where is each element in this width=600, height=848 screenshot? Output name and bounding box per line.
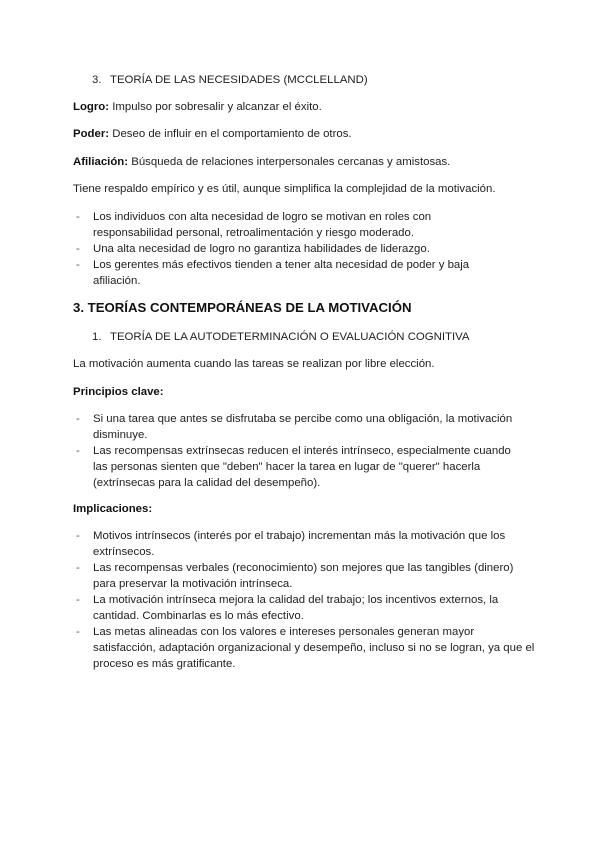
mcclelland-heading: [92, 72, 368, 88]
mcclelland-heading-number: 3.: [92, 74, 102, 86]
definition-term: Afiliación:: [73, 156, 129, 168]
autodeterminacion-intro: La motivación aumenta cuando las tareas se realizan por libre elección.: [73, 358, 435, 370]
definition-term: Logro:: [73, 101, 110, 113]
list-item: - Los gerentes más efectivos tienden a tener alta necesidad de poder y baja afiliación.: [73, 257, 503, 289]
section-heading: 3. TEORÍAS CONTEMPORÁNEAS DE LA MOTIVACIÓN: [73, 300, 412, 315]
definition-text: Deseo de influir en el comportamiento de otros.: [112, 128, 352, 140]
list-item: - Los individuos con alta necesidad de logro se motivan en roles con responsabilidad personal, retroalimentación y riesgo moderado.: [73, 209, 503, 241]
mcclelland-heading-title: TEORÍA DE LAS NECESIDADES (MCCLELLAND): [110, 74, 368, 86]
list-item: - Si una tarea que antes se disfrutaba se percibe como una obligación, la motivación disminuye.: [73, 411, 525, 443]
list-item: - Las recompensas verbales (reconocimiento) son mejores que las tangibles (dinero) para preservar la motivación intrínseca.: [73, 560, 535, 592]
autodeterminacion-heading: [92, 329, 470, 345]
list-item: - Motivos intrínsecos (interés por el trabajo) incrementan más la motivación que los extrínsecos.: [73, 528, 535, 560]
principles-list: [73, 411, 525, 491]
list-item: - Las recompensas extrínsecas reducen el interés intrínseco, especialmente cuando las personas sienten que "deben" hacer la tarea en lugar de "querer" hacerla (extrínsecas para la calidad del desempeño).: [73, 443, 525, 491]
definition-afiliacion: [73, 154, 450, 170]
list-item: - Las metas alineadas con los valores e intereses personales generan mayor satisfacción, adaptación organizacional y desempeño, incluso si no se logran, ya que el proceso es más gratificante.: [73, 624, 535, 672]
definition-text: Búsqueda de relaciones interpersonales cercanas y amistosas.: [131, 156, 451, 168]
definition-logro: [73, 99, 322, 115]
definition-term: Poder:: [73, 128, 110, 140]
implications-label: Implicaciones:: [73, 503, 153, 515]
mcclelland-summary: Tiene respaldo empírico y es útil, aunque simplifica la complejidad de la motivación.: [73, 183, 496, 195]
principles-label: Principios clave:: [73, 386, 164, 398]
definition-text: Impulso por sobresalir y alcanzar el éxito.: [112, 101, 322, 113]
subheading-title: TEORÍA DE LA AUTODETERMINACIÓN O EVALUACIÓN COGNITIVA: [110, 331, 470, 343]
list-item: - La motivación intrínseca mejora la calidad del trabajo; los incentivos externos, la cantidad. Combinarlas es lo más efectivo.: [73, 592, 535, 624]
mcclelland-bullet-list: [73, 209, 503, 289]
implications-list: [73, 528, 535, 672]
subheading-number: 1.: [92, 331, 102, 343]
definition-poder: [73, 126, 352, 142]
list-item: - Una alta necesidad de logro no garantiza habilidades de liderazgo.: [73, 241, 503, 257]
